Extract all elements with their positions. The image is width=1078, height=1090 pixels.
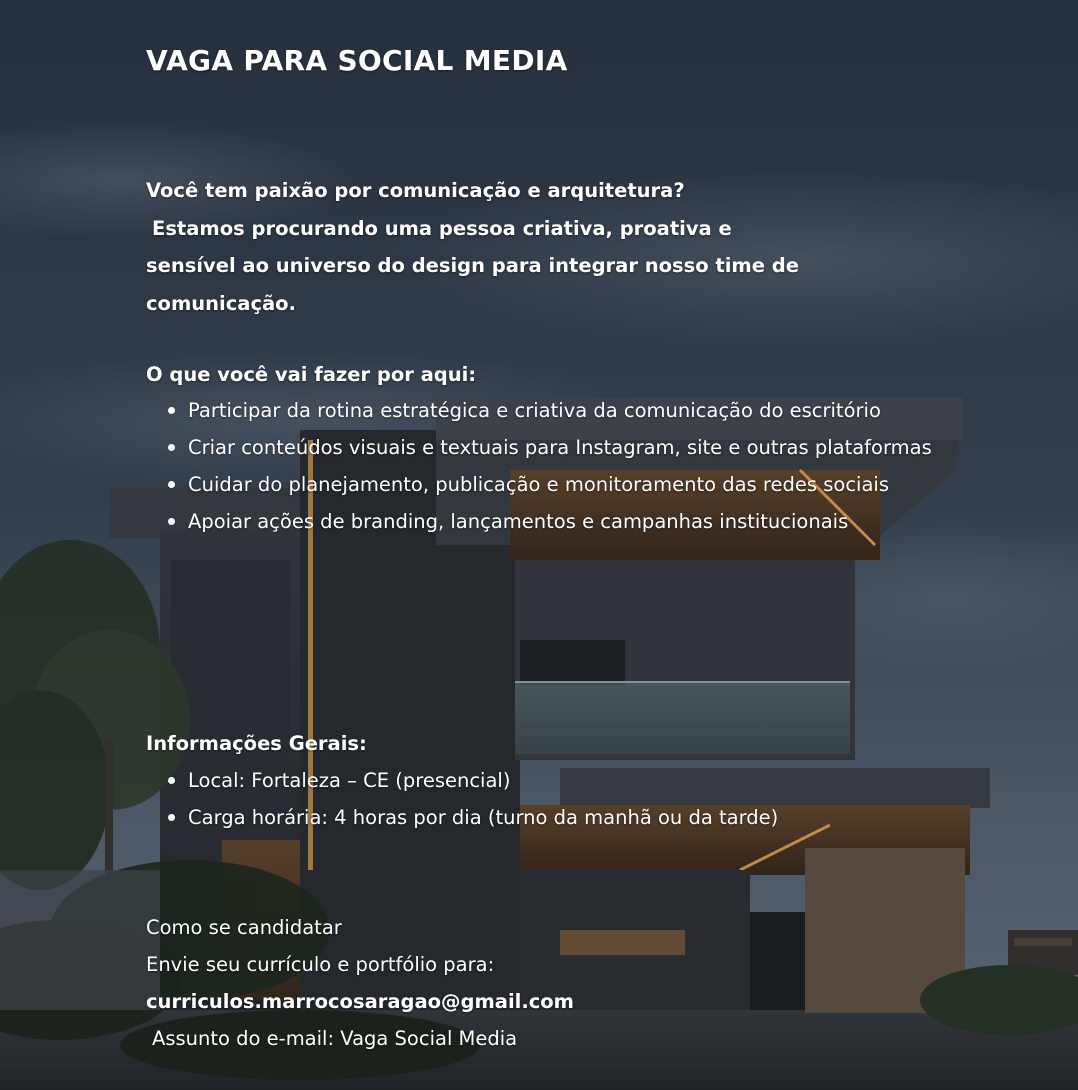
apply-instruction: Envie seu currículo e portfólio para:: [146, 953, 495, 976]
page-title: VAGA PARA SOCIAL MEDIA: [146, 44, 568, 77]
info-list: [146, 762, 946, 836]
intro-line: Você tem paixão por comunicação e arquitetura?: [146, 179, 685, 202]
intro-line: Estamos procurando uma pessoa criativa, proativa e: [152, 216, 732, 240]
intro-paragraph: [146, 172, 946, 322]
list-item: Local: Fortaleza – CE (presencial): [146, 762, 946, 799]
email-subject: Assunto do e-mail: Vaga Social Media: [152, 1027, 518, 1050]
info-heading: Informações Gerais:: [146, 732, 367, 755]
duties-heading: O que você vai fazer por aqui:: [146, 363, 477, 386]
apply-section: [146, 909, 574, 1057]
contact-email: curriculos.marrocosaragao@gmail.com: [146, 990, 575, 1013]
list-item: Carga horária: 4 horas por dia (turno da manhã ou da tarde): [146, 799, 946, 836]
list-item: Criar conteúdos visuais e textuais para Instagram, site e outras plataformas: [146, 429, 946, 466]
intro-line: sensível ao universo do design para integrar nosso time de: [146, 254, 799, 277]
apply-heading: Como se candidatar: [146, 916, 342, 939]
list-item: Apoiar ações de branding, lançamentos e campanhas institucionais: [146, 503, 946, 540]
duties-list: [146, 392, 946, 540]
intro-line: comunicação.: [146, 291, 296, 315]
list-item: Cuidar do planejamento, publicação e monitoramento das redes sociais: [146, 466, 946, 503]
list-item: Participar da rotina estratégica e criativa da comunicação do escritório: [146, 392, 946, 429]
